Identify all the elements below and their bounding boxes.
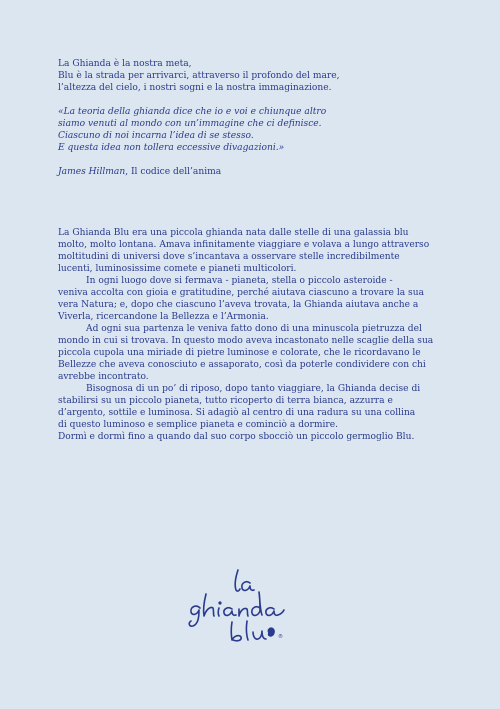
story-line: piccola cupola una miriade di pietre luminose e colorate, che le ricordavano le [58,348,421,358]
story-line: lucenti, luminosissime comete e pianeti multicolori. [58,264,297,274]
story-line: vera Natura; e, dopo che ciascuno l’aveva trovata, la Ghianda aiutava anche a [58,300,419,310]
quote-line: siamo venuti al mondo con un’immagine che ci definisce. [58,119,322,129]
epigraph [58,58,458,178]
attribution-work: , Il codice dell’anima [125,167,222,177]
intro-line: Blu è la strada per arrivarci, attraverso il profondo del mare, [58,71,340,81]
epigraph-quote [58,106,458,154]
intro-line: l’altezza del cielo, i nostri sogni e la nostra immaginazione. [58,83,332,93]
story-paragraph [58,227,448,275]
story-line: In ogni luogo dove si fermava - pianeta, stella o piccolo asteroide - [86,276,393,286]
story-line: molto, molto lontana. Amava infinitamente viaggiare e volava a lungo attraverso [58,240,430,250]
story-line: di questo luminoso e semplice pianeta e cominciò a dormire. [58,420,339,430]
intro-line: La Ghianda è la nostra meta, [58,59,192,69]
story-line: Dormì e dormì fino a quando dal suo corpo sbocciò un piccolo germoglio Blu. [58,432,415,442]
story-paragraph [58,323,448,383]
quote-line: Ciascuno di noi incarna l’idea di se stesso. [58,131,254,141]
story-line: moltitudini di universi dove s’incantava a osservare stelle incredibilmente [58,252,400,262]
story-line: stabilirsi su un piccolo pianeta, tutto ricoperto di terra bianca, azzurra e [58,396,393,406]
story-line: Viverla, ricercandone la Bellezza e l’Armonia. [58,312,269,322]
story-line: mondo in cui si trovava. In questo modo aveva incastonato nelle scaglie della sua [58,336,434,346]
story-line: Bisognosa di un po’ di riposo, dopo tanto viaggiare, la Ghianda decise di [86,384,421,394]
quote-line: E questa idea non tollera eccessive divagazioni.» [58,143,285,153]
la-ghianda-blu-logo [186,566,311,646]
quote-line: «La teoria della ghianda dice che io e voi e chiunque altro [58,107,327,117]
story-paragraph [58,383,448,443]
story-line: Ad ogni sua partenza le veniva fatto dono di una minuscola pietruzza del [86,324,422,334]
story-paragraph [58,275,448,323]
story-line: La Ghianda Blu era una piccola ghianda nata dalle stelle di una galassia blu [58,228,409,238]
story-line: d’argento, sottile e luminosa. Si adagiò al centro di una radura su una collina [58,408,416,418]
epigraph-intro [58,58,458,94]
story-line: Bellezze che aveva conosciuto e assaporato, così da poterle condividere con chi [58,360,426,370]
attribution-author: James Hillman [58,167,126,177]
quote-attribution [58,166,458,178]
logo-lettering [186,566,311,646]
story-line: veniva accolta con gioia e gratitudine, perché aiutava ciascuno a trovare la sua [58,288,424,298]
story-line: avrebbe incontrato. [58,372,149,382]
registered-mark: ® [278,634,283,640]
story-text [58,227,448,443]
